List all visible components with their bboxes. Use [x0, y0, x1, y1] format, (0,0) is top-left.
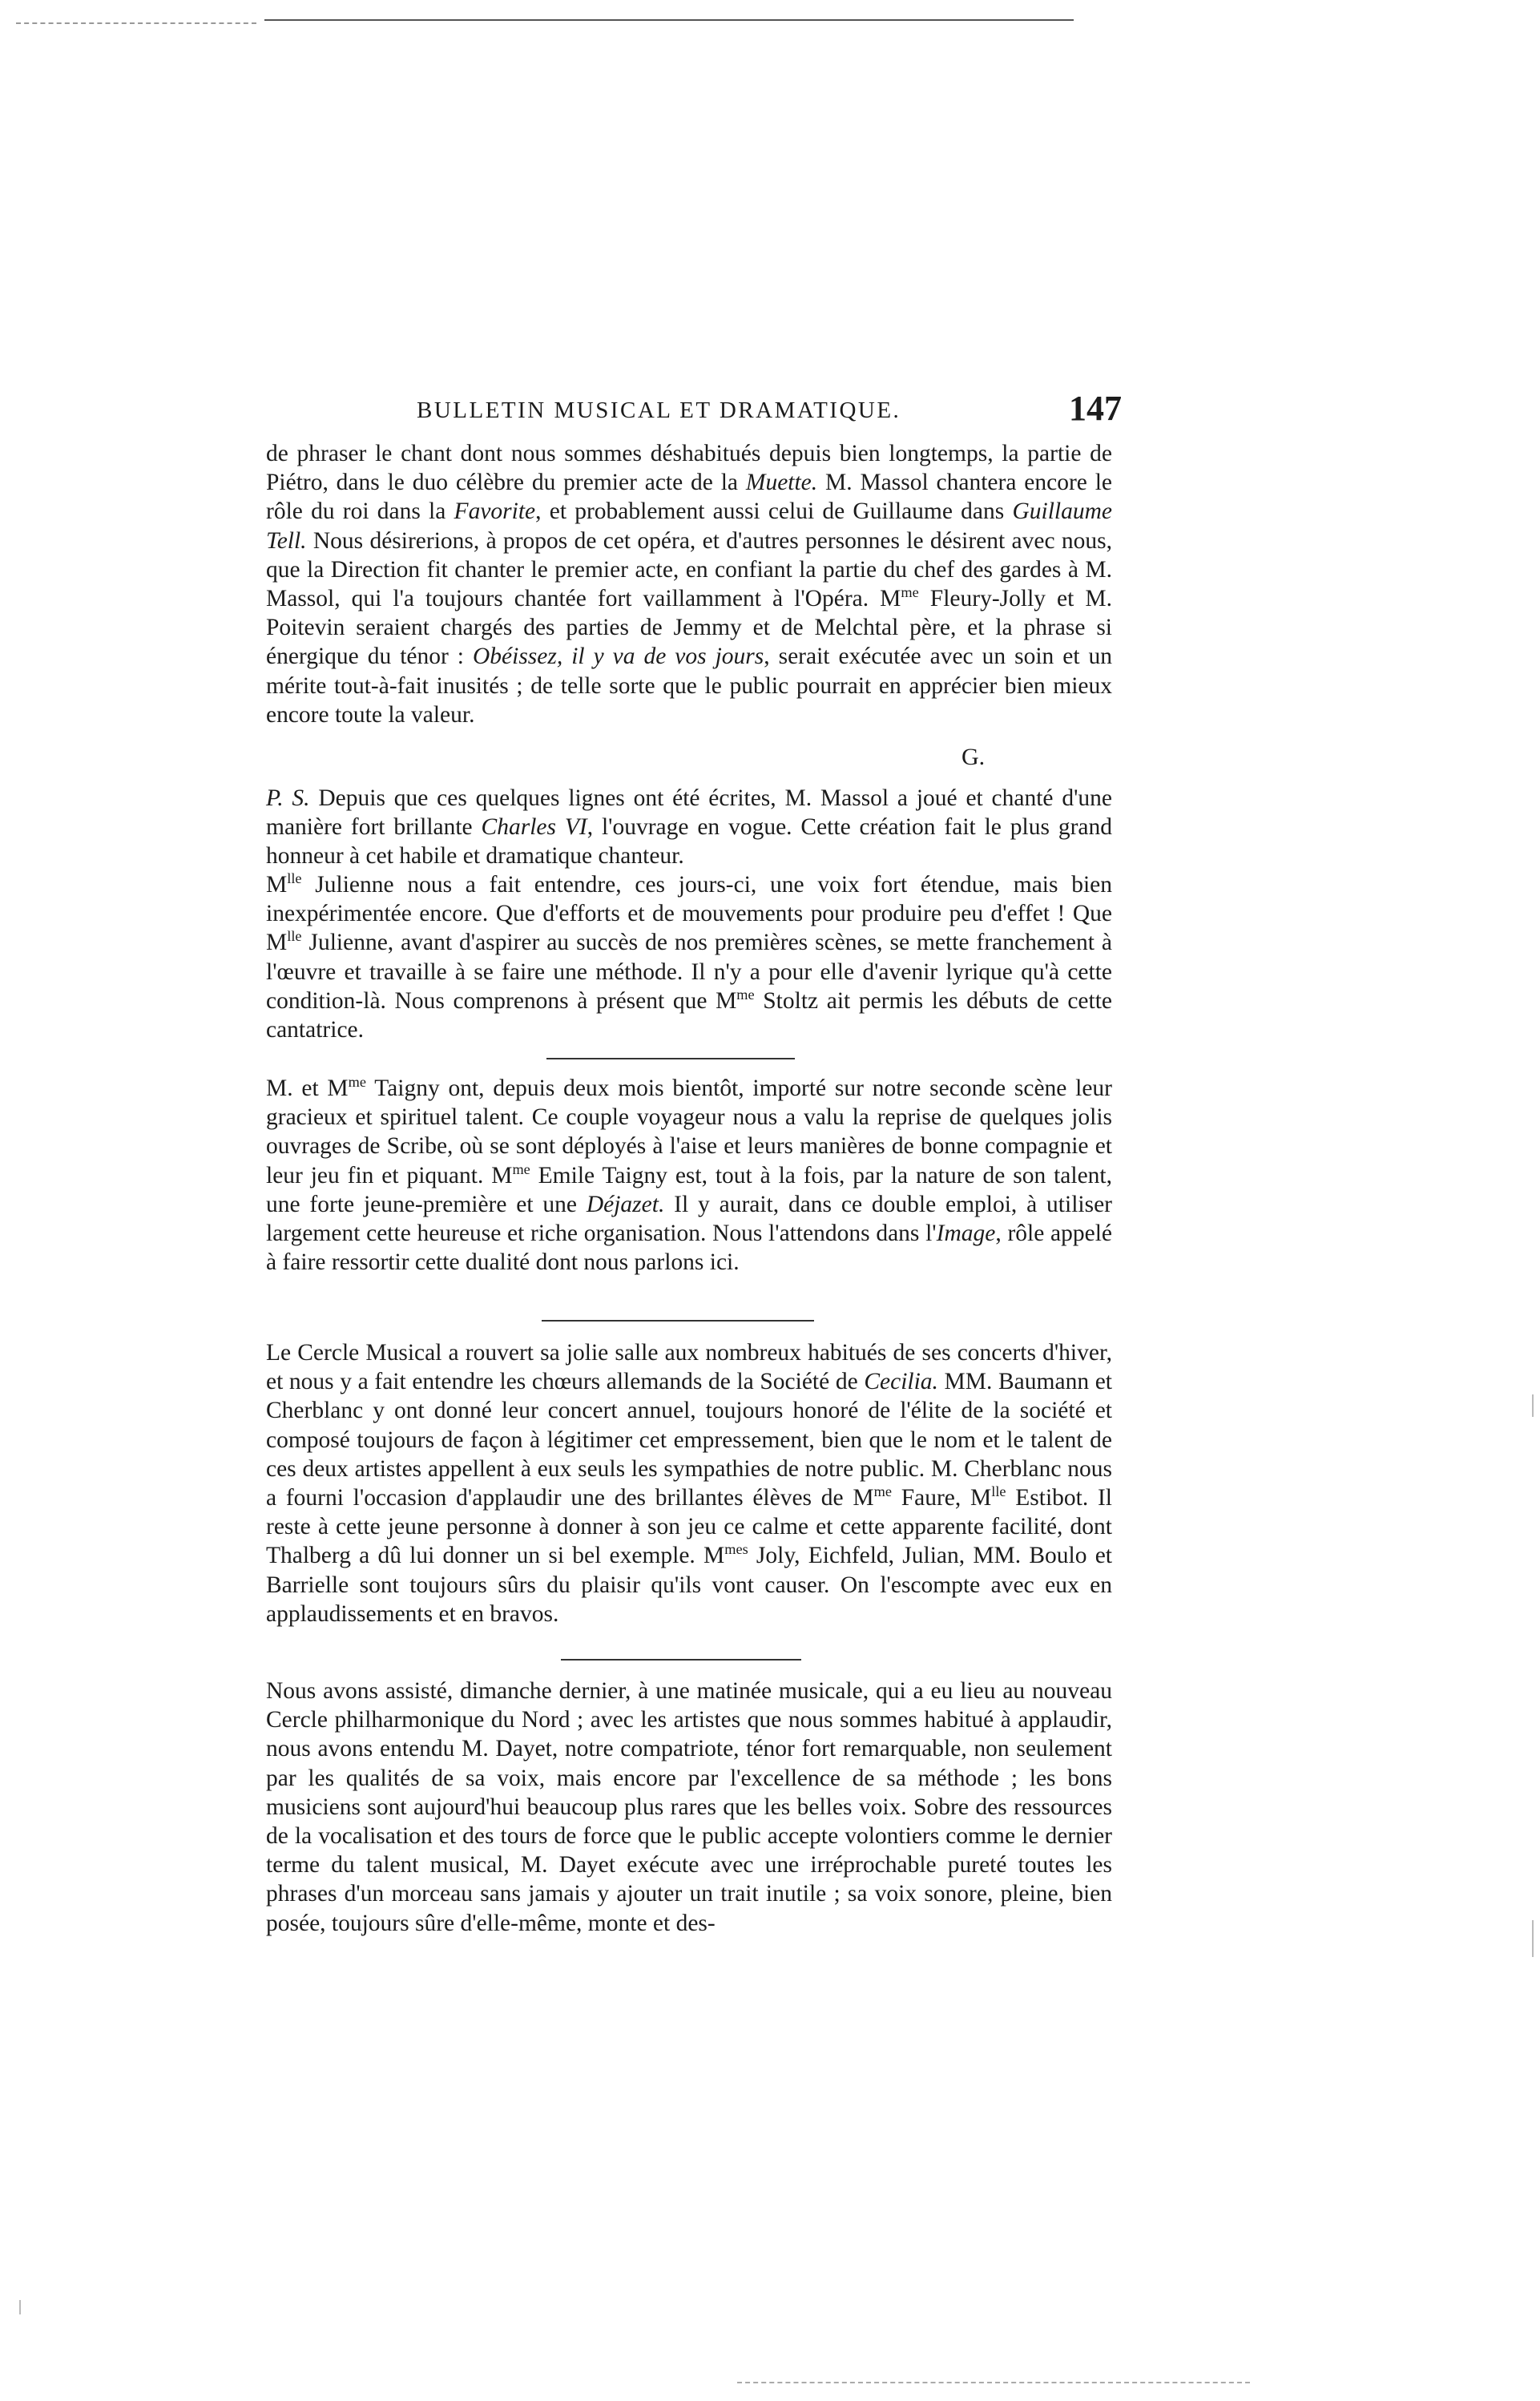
author-signature: G. [961, 744, 986, 770]
honorific-superscript: me [736, 986, 755, 1003]
text-run: M. Massol chantera encore le rôle du roi dans la [266, 470, 1112, 525]
margin-mark [1532, 1394, 1534, 1417]
paragraph-taigny [266, 1074, 1112, 1277]
margin-mark [1532, 1920, 1534, 1957]
text-run: , l'ouvrage en vogue. Cette création fait le plus grand honneur à cet habile et dramatique chanteur. [266, 814, 1112, 870]
honorific-superscript: mes [724, 1541, 748, 1558]
text-run: Le Cercle Musical a rouvert sa jolie salle aux nombreux habitués de ses concerts d'hiver, et nous y a fait entendre les chœurs allemands de la Société de [266, 1340, 1112, 1395]
text-run: , et probablement aussi celui de Guillaume dans [535, 498, 1013, 525]
text-run: Faure, M [891, 1485, 992, 1511]
italic-title: P. S. [266, 785, 310, 811]
honorific-superscript: me [873, 1483, 892, 1500]
margin-mark [19, 2300, 21, 2314]
honorific-superscript: me [901, 584, 919, 601]
section-separator [542, 1320, 814, 1322]
honorific-superscript: me [348, 1074, 366, 1091]
italic-title: Cecilia. [864, 1369, 938, 1395]
text-run: Fleury-Jolly et M. Poitevin seraient chargés des parties de Jemmy et de Melchtal père, et la phrase si énergique du ténor : [266, 586, 1112, 670]
text-run: Nous avons assisté, dimanche dernier, à une matinée musicale, qui a eu lieu au nouveau Cercle philharmonique du Nord ; avec les artistes que nous sommes habitué à applaudir, nous avons entendu M. Dayet, notre compatriote, ténor fort remarquable, non seulement par les qualités de sa voix, mais encore par l'excellence de sa méthode ; les bons musiciens sont aujourd'hui beaucoup plus rares que les belles voix. Sobre des ressources de la vocalisation et des tours de force que le public accepte volontiers comme le dernier terme du talent musical, M. Dayet exécute avec une irréprochable pureté toutes les phrases d'un morceau sans jamais y ajouter un trait inutile ; sa voix sonore, pleine, bien posée, toujours sûre d'elle-même, monte et des- [266, 1678, 1112, 1936]
text-run: Julienne nous a fait entendre, ces jours-ci, une voix fort étendue, mais bien inexpérimentée encore. Que d'efforts et de mouvements pour produire peu d'effet ! Que M [266, 872, 1112, 956]
top-page-rule [264, 19, 1074, 21]
text-run: Julienne, avant d'aspirer au succès de nos premières scènes, se mette franchement à l'œuvre et travaille à se faire une méthode. Il n'y a pour elle d'avenir lyrique qu'à cette condition-là. Nous comprenons à présent que M [266, 930, 1112, 1014]
text-run: Joly, Eichfeld, Julian, MM. Boulo et Barrielle sont toujours sûrs du plaisir qu'ils vont causer. On l'escompte avec eux en applaudissements et en bravos. [266, 1543, 1112, 1627]
honorific-superscript: lle [287, 928, 302, 945]
paragraph-opera-massol [266, 439, 1112, 729]
text-run: , rôle appelé à faire ressortir cette dualité dont nous parlons ici. [266, 1221, 1113, 1276]
section-separator [561, 1659, 801, 1661]
honorific-superscript: lle [991, 1483, 1006, 1500]
bottom-margin-dashed-rule [737, 2382, 1250, 2383]
text-run: Stoltz ait permis les débuts de cette cantatrice. [266, 987, 1112, 1043]
text-run: M. et M [266, 1075, 349, 1101]
page-header [417, 388, 1122, 433]
paragraph-dayet [266, 1677, 1112, 1938]
italic-title: Charles VI [481, 814, 587, 841]
text-run: MM. Baumann et Cherblanc y ont donné leur concert annuel, toujours honoré de l'élite de la société et composé toujours de façon à légitimer cet empressement, bien que le nom et le talent de ces deux artistes appellent à eux seuls les sympathies de notre public. M. Cherblanc nous a fourni l'occasion d'applaudir une des brillantes élèves de M [266, 1369, 1112, 1511]
running-title: BULLETIN MUSICAL ET DRAMATIQUE. [417, 397, 901, 423]
text-run: , serait exécutée avec un soin et un mérite tout-à-fait inusités ; de telle sorte que le public pourrait en apprécier bien mieux encore toute la valeur. [266, 644, 1113, 728]
text-run: Il y aurait, dans ce double emploi, à utiliser largement cette heureuse et riche organisation. Nous l'attendons dans l' [266, 1191, 1112, 1247]
italic-title: Guillaume Tell. [266, 498, 1112, 554]
section-separator [546, 1058, 795, 1059]
italic-title: Favorite [454, 498, 536, 525]
text-run: de phraser le chant dont nous sommes déshabitués depuis bien longtemps, la partie de Piétro, dans le duo célèbre du premier acte de la [266, 441, 1112, 496]
text-run: Depuis que ces quelques lignes ont été écrites, M. Massol a joué et chanté d'une manière fort brillante [266, 785, 1113, 841]
paragraph-cercle-musical [266, 1338, 1112, 1628]
italic-title: Déjazet. [586, 1191, 665, 1217]
text-run: Estibot. Il reste à cette jeune personne à donner à son jeu ce calme et cette apparente facilité, dont Thalberg a dû lui donner un si bel exemple. M [266, 1485, 1112, 1569]
italic-title: Muette. [745, 470, 818, 496]
text-run: Emile Taigny est, tout à la fois, par la nature de son talent, une forte jeune-première et une [266, 1162, 1112, 1217]
honorific-superscript: me [512, 1160, 530, 1177]
text-run: Taigny ont, depuis deux mois bientôt, importé sur notre seconde scène leur gracieux et spirituel talent. Ce couple voyageur nous a valu la reprise de quelques jolis ouvrages de Scribe, où se sont déployés à l'aise et leurs manières de bonne compagnie et leur jeu fin et piquant. M [266, 1075, 1113, 1188]
paragraph-postscript [266, 784, 1112, 871]
top-margin-dashed-rule [16, 22, 256, 24]
italic-title: Image [936, 1221, 996, 1247]
italic-title: Obéissez, il y va de vos jours [472, 644, 764, 670]
text-run: M [266, 872, 288, 898]
paragraph-julienne [266, 870, 1112, 1044]
text-run: Nous désirerions, à propos de cet opéra, et d'autres personnes le désirent avec nous, que la Direction fit chanter le premier acte, en confiant la partie du chef des gardes à M. Massol, qui l'a toujours chantée fort vaillamment à l'Opéra. M [266, 527, 1112, 612]
honorific-superscript: lle [287, 870, 302, 887]
page-number: 147 [1069, 389, 1122, 428]
